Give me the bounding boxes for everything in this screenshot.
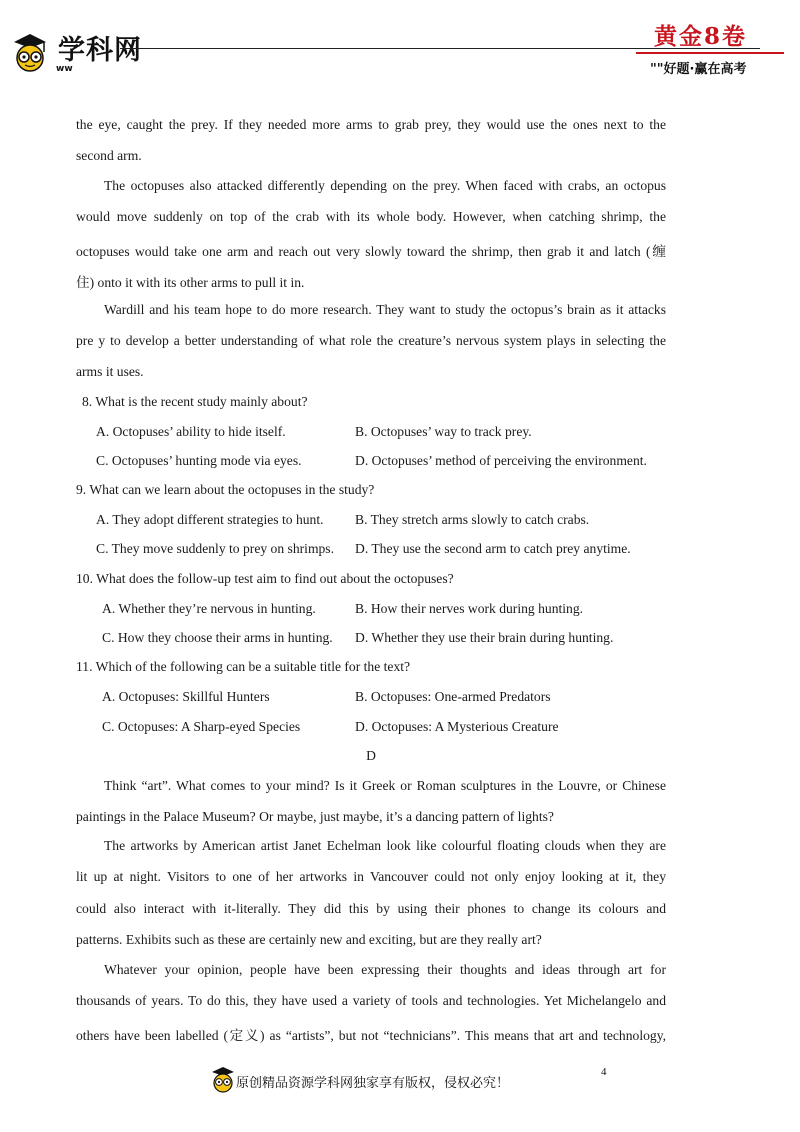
mascot-icon [10,30,50,72]
answer-option[interactable]: A. Whether they’re nervous in hunting. [102,601,316,616]
paragraph-line: could also interact with it-literally. They did this by using their phones to change its colours and [76,901,666,916]
brand-slogan: ""好题·赢在高考 [650,62,747,77]
question-stem: 11. Which of the following can be a suitable title for the text? [76,659,411,674]
paragraph-line: 住) onto it with its other arms to pull it in. [76,275,305,290]
answer-option[interactable]: D. Whether they use their brain during hunting. [355,630,614,645]
copyright-notice: 原创精品资源学科网独家享有版权，侵权必究！ [236,1076,510,1091]
logo-text: 学科网 [58,35,142,66]
section-heading: D [366,748,376,763]
paragraph-line: others have been labelled (定义) as “artists”, but not “technicians”. This means that art and technology, [76,1028,666,1043]
answer-option[interactable]: B. They stretch arms slowly to catch crabs. [355,512,590,527]
paragraph-line: thousands of years. To do this, they have used a variety of tools and technologies. Yet Michelangelo and [76,993,666,1008]
answer-option[interactable]: C. How they choose their arms in hunting. [102,630,333,645]
paragraph-line: octopuses would take one arm and reach out very slowly toward the shrimp, then grab it and latch (缠 [76,244,666,259]
site-logo[interactable] [10,26,170,78]
paragraph-line: would move suddenly on top of the crab with its whole body. However, when catching shrimp, the [76,209,666,224]
footer-mascot-icon [210,1064,236,1094]
paragraph-line: The octopuses also attacked differently depending on the prey. When faced with crabs, an octopus [104,178,666,193]
question-stem: 10. What does the follow-up test aim to find out about the octopuses? [76,571,454,586]
answer-option[interactable]: C. Octopuses’ hunting mode via eyes. [96,453,302,468]
answer-option[interactable]: A. Octopuses: Skillful Hunters [102,689,270,704]
answer-option[interactable]: B. How their nerves work during hunting. [355,601,584,616]
paragraph-line: second arm. [76,148,142,163]
paragraph-line: paintings in the Palace Museum? Or maybe, just maybe, it’s a dancing pattern of lights? [76,809,554,824]
paragraph-line: lit up at night. Visitors to one of her artworks in Vancouver could not only enjoy looking at it, they [76,869,666,884]
answer-option[interactable]: D. Octopuses: A Mysterious Creature [355,719,559,734]
brand-title: 黄金8卷 [654,23,748,50]
paragraph-line: Wardill and his team hope to do more research. They want to study the octopus’s brain as it attacks [104,302,666,317]
paragraph-line: patterns. Exhibits such as these are certainly new and exciting, but are they really art? [76,932,542,947]
answer-option[interactable]: D. They use the second arm to catch prey anytime. [355,541,631,556]
paragraph-line: the eye, caught the prey. If they needed more arms to grab prey, they would use the ones next to the [76,117,666,132]
paragraph-line: pre y to develop a better understanding of what role the creature’s nervous system plays in selecting the [76,333,666,348]
question-stem: 9. What can we learn about the octopuses in the study? [76,482,375,497]
answer-option[interactable]: B. Octopuses’ way to track prey. [355,424,532,439]
logo-subtext: ww [56,64,73,74]
paragraph-line: Whatever your opinion, people have been expressing their thoughts and ideas through art for [104,962,666,977]
answer-option[interactable]: A. Octopuses’ ability to hide itself. [96,424,286,439]
answer-option[interactable]: D. Octopuses’ method of perceiving the environment. [355,453,647,468]
page-number: 4 [601,1066,607,1078]
paragraph-line: The artworks by American artist Janet Echelman look like colourful floating clouds when they are [104,838,666,853]
paragraph-line: arms it uses. [76,364,144,379]
question-stem: 8. What is the recent study mainly about? [82,394,308,409]
brand-underline [636,52,784,54]
answer-option[interactable]: C. They move suddenly to prey on shrimps. [96,541,334,556]
answer-option[interactable]: C. Octopuses: A Sharp-eyed Species [102,719,301,734]
answer-option[interactable]: B. Octopuses: One-armed Predators [355,689,551,704]
paragraph-line: Think “art”. What comes to your mind? Is it Greek or Roman sculptures in the Louvre, or Chinese [104,778,666,793]
answer-option[interactable]: A. They adopt different strategies to hunt. [96,512,324,527]
